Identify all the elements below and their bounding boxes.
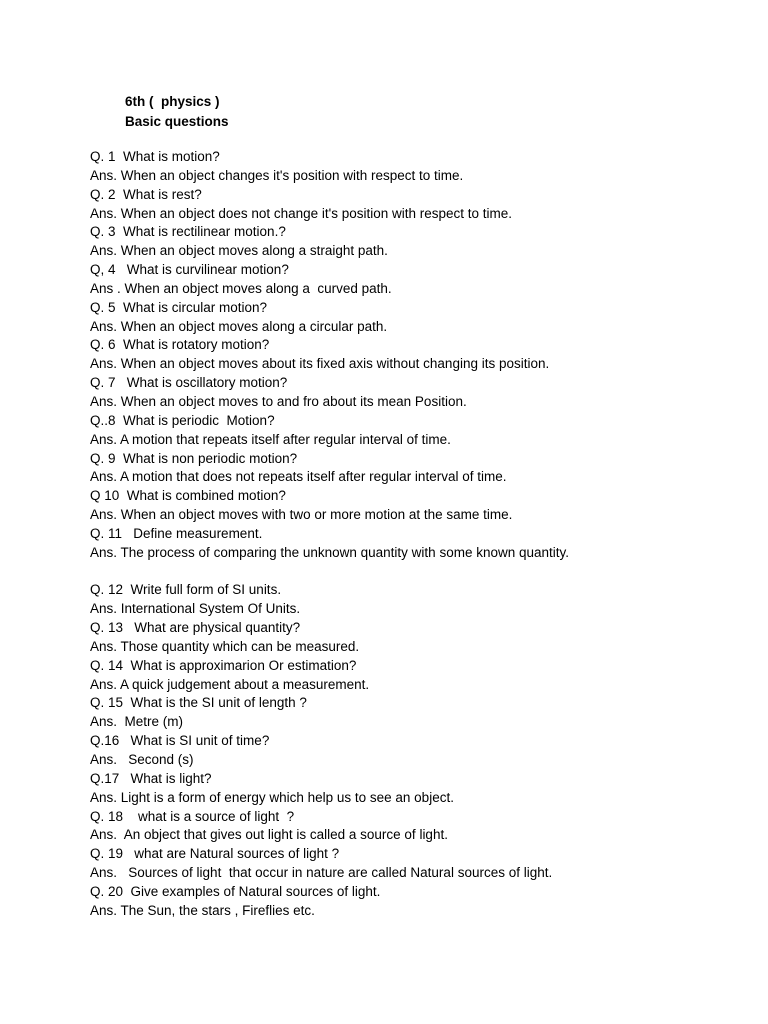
question-line: Q.17 What is light? [90,770,212,786]
answer-line: Ans. Sources of light that occur in nature are called Natural sources of light. [90,865,553,881]
question-line: Q. 11 Define measurement. [90,525,263,541]
question-answer-list [90,148,750,921]
question-line: Q. 2 What is rest? [90,186,202,202]
question-line: Q.16 What is SI unit of time? [90,733,270,749]
question-line: Q. 19 what are Natural sources of light ? [90,846,340,862]
answer-line: Ans. When an object moves along a straight path. [90,243,388,259]
question-line: Q. 6 What is rotatory motion? [90,337,270,353]
answer-line: Ans. A motion that repeats itself after regular interval of time. [90,431,451,447]
question-line: Q, 4 What is curvilinear motion? [90,262,289,278]
question-line: Q 10 What is combined motion? [90,488,286,504]
answer-line: Ans. The process of comparing the unknown quantity with some known quantity. [90,544,570,560]
question-line: Q. 13 What are physical quantity? [90,620,301,636]
answer-line: Ans. International System Of Units. [90,601,301,617]
answer-line: Ans. A motion that does not repeats itself after regular interval of time. [90,469,507,485]
document-header [125,92,229,132]
answer-line: Ans. When an object changes it's position with respect to time. [90,167,464,183]
answer-line: Ans. When an object moves about its fixed axis without changing its position. [90,356,550,372]
answer-line: Ans. The Sun, the stars , Fireflies etc. [90,902,315,918]
answer-line: Ans . When an object moves along a curved path. [90,280,392,296]
section-subtitle: Basic questions [125,114,229,129]
answer-line: Ans. A quick judgement about a measurement. [90,676,370,692]
grade-title: 6th ( physics ) [125,94,220,109]
question-line: Q. 1 What is motion? [90,149,220,164]
answer-line: Ans. When an object moves along a circular path. [90,318,388,334]
blank-line [90,563,750,582]
question-line: Q. 14 What is approximarion Or estimation? [90,657,357,673]
answer-line: Ans. Metre (m) [90,714,184,730]
answer-line: Ans. An object that gives out light is called a source of light. [90,827,448,843]
question-line: Q. 7 What is oscillatory motion? [90,375,288,391]
question-line: Q. 20 Give examples of Natural sources of light. [90,883,381,899]
answer-line: Ans. Those quantity which can be measured. [90,638,360,654]
question-line: Q. 5 What is circular motion? [90,299,268,315]
answer-line: Ans. When an object moves to and fro about its mean Position. [90,393,467,409]
question-line: Q..8 What is periodic Motion? [90,412,275,428]
answer-line: Ans. When an object moves with two or more motion at the same time. [90,507,513,523]
question-line: Q. 9 What is non periodic motion? [90,450,298,466]
answer-line: Ans. Light is a form of energy which help us to see an object. [90,789,454,805]
answer-line: Ans. When an object does not change it's position with respect to time. [90,205,513,221]
question-line: Q. 15 What is the SI unit of length ? [90,695,307,711]
question-line: Q. 12 Write full form of SI units. [90,582,282,598]
answer-line: Ans. Second (s) [90,752,194,767]
question-line: Q. 18 what is a source of light ? [90,808,295,824]
question-line: Q. 3 What is rectilinear motion.? [90,224,286,240]
